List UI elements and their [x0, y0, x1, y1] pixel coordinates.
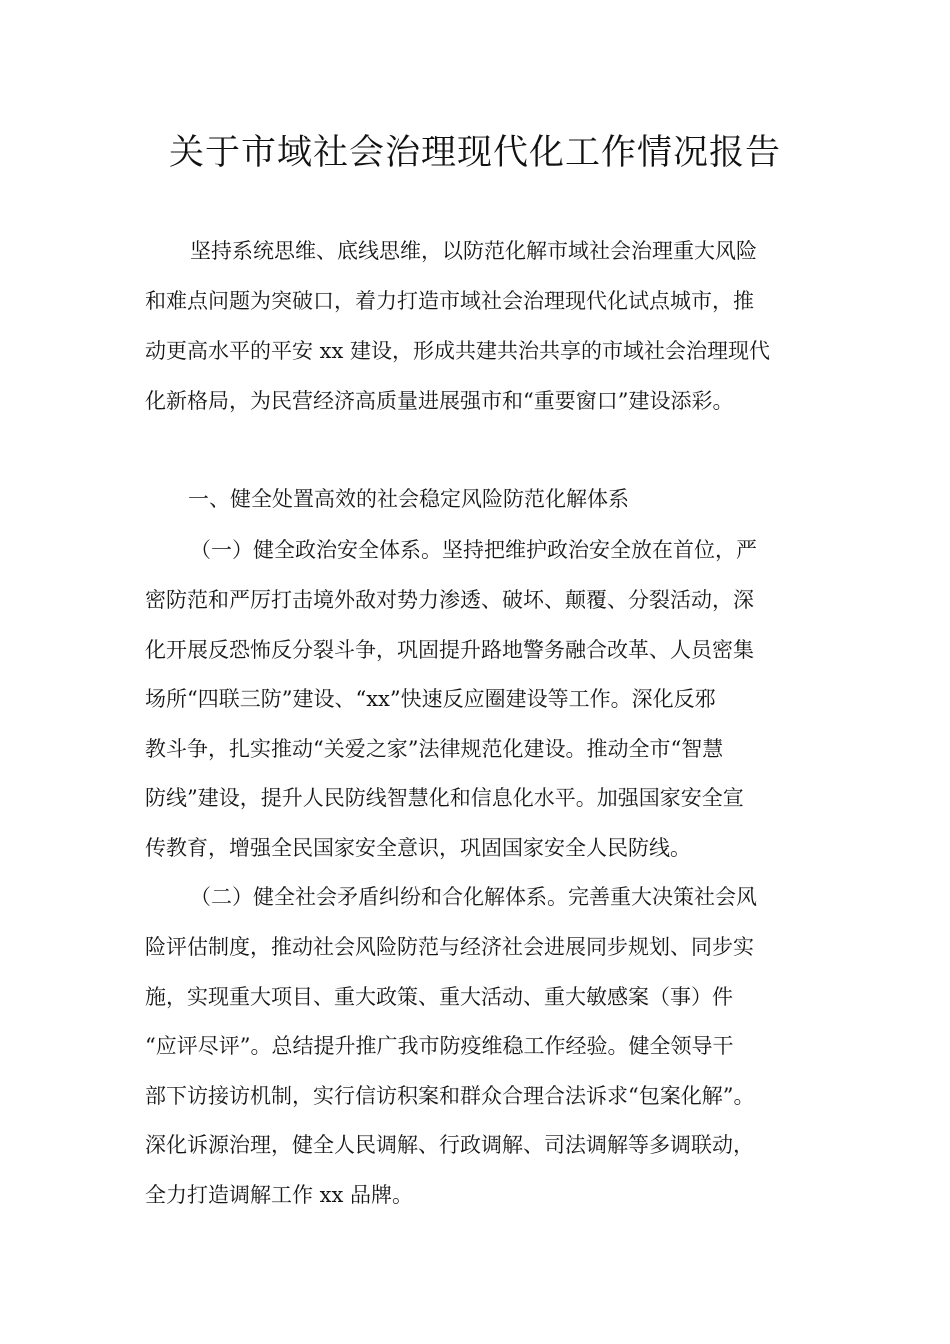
- paragraph-line: （一）健全政治安全体系。坚持把维护政治安全放在首位，严: [190, 538, 757, 562]
- document-title: 关于市域社会治理现代化工作情况报告: [168, 133, 781, 173]
- paragraph-line: 动更高水平的平安 xx 建设，形成共建共治共享的市域社会治理现代: [145, 339, 771, 363]
- paragraph-line: 教斗争，扎实推动“关爱之家”法律规范化建设。推动全市“智慧: [145, 737, 724, 761]
- paragraph-line: （二）健全社会矛盾纠纷和合化解体系。完善重大决策社会风: [190, 885, 757, 909]
- paragraph-line: 全力打造调解工作 xx 品牌。: [145, 1183, 414, 1207]
- paragraph-line: 施，实现重大项目、重大政策、重大活动、重大敏感案（事）件: [145, 985, 733, 1009]
- paragraph-line: 化新格局，为民营经济高质量进展强市和“重要窗口”建设添彩。: [145, 389, 734, 413]
- paragraph-line: 和难点问题为突破口，着力打造市域社会治理现代化试点城市，推: [145, 289, 754, 313]
- paragraph-line: 传教育，增强全民国家安全意识，巩固国家安全人民防线。: [145, 836, 691, 860]
- paragraph-line: 密防范和严厉打击境外敌对势力渗透、破坏、颠覆、分裂活动，深: [145, 588, 754, 612]
- section-heading: 一、健全处置高效的社会稳定风险防范化解体系: [188, 487, 629, 511]
- paragraph-line: 部下访接访机制，实行信访积案和群众合理合法诉求“包案化解”。: [145, 1084, 755, 1108]
- paragraph-line: 场所“四联三防”建设、“xx”快速反应圈建设等工作。深化反邪: [145, 687, 716, 711]
- paragraph-line: “应评尽评”。总结提升推广我市防疫维稳工作经验。健全领导干: [145, 1034, 734, 1058]
- paragraph-line: 防线”建设，提升人民防线智慧化和信息化水平。加强国家安全宣: [145, 786, 744, 810]
- paragraph-line: 坚持系统思维、底线思维，以防范化解市域社会治理重大风险: [190, 239, 757, 263]
- paragraph-line: 险评估制度，推动社会风险防范与经济社会进展同步规划、同步实: [145, 935, 754, 959]
- paragraph-line: 化开展反恐怖反分裂斗争，巩固提升路地警务融合改革、人员密集: [145, 638, 754, 662]
- paragraph-line: 深化诉源治理，健全人民调解、行政调解、司法调解等多调联动，: [145, 1133, 754, 1157]
